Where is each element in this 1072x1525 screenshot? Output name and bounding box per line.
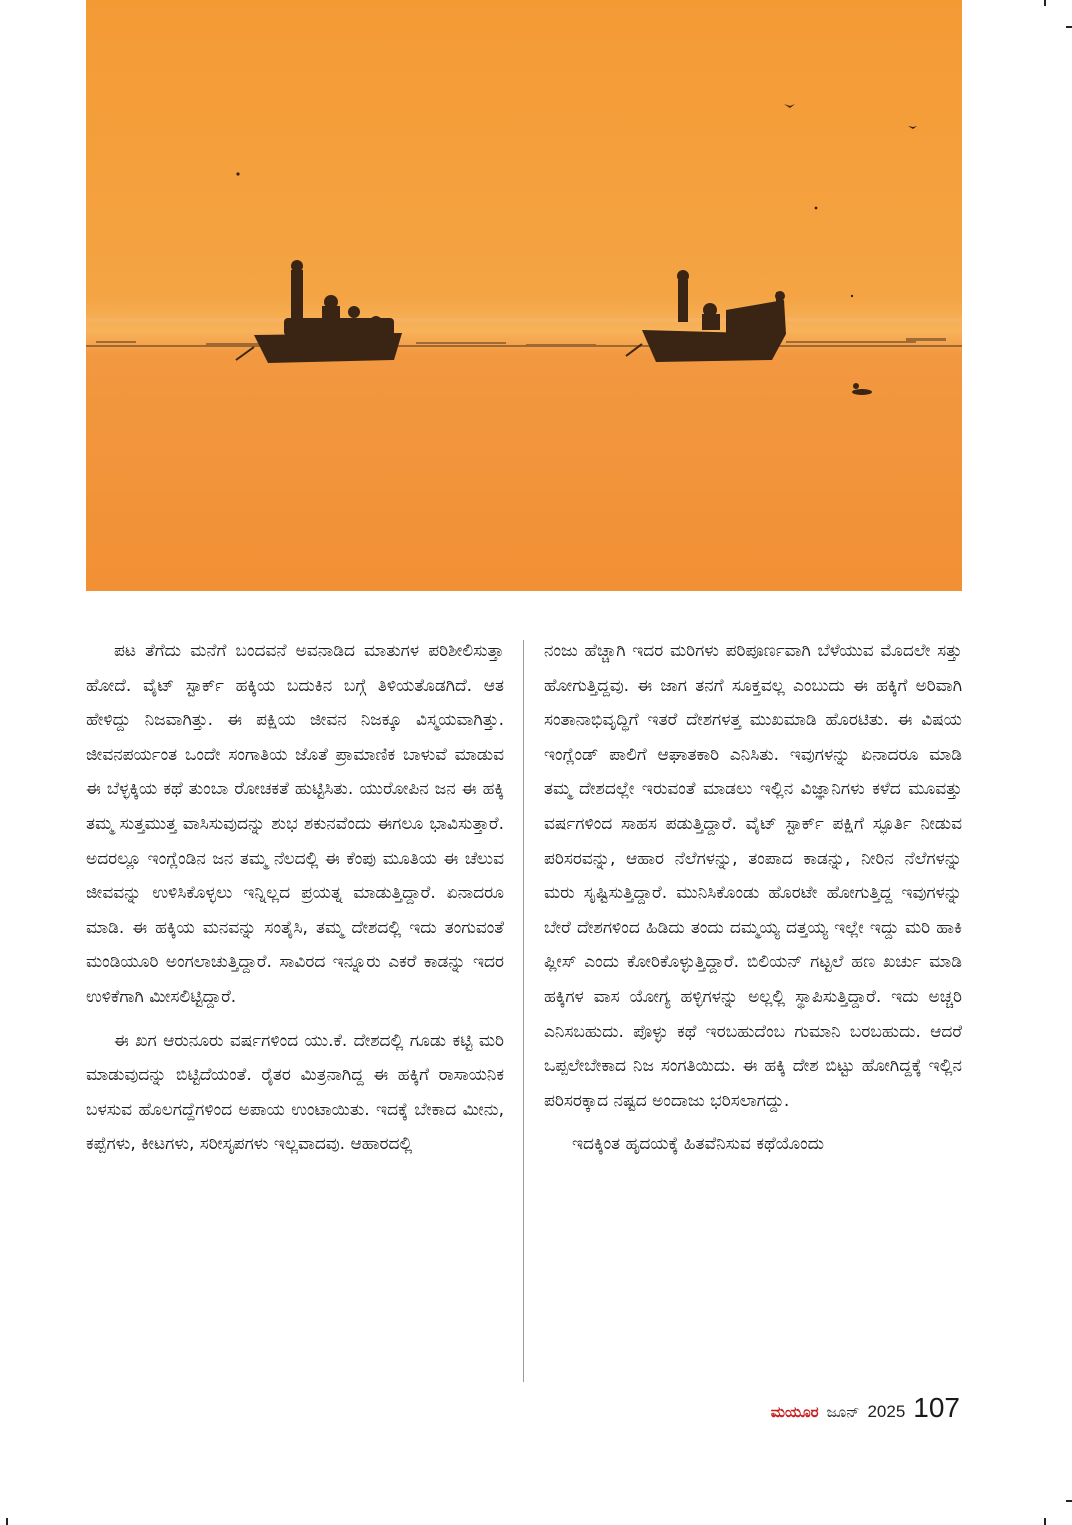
crop-mark (1044, 0, 1046, 6)
column-divider (523, 640, 524, 1382)
crop-mark (1066, 1500, 1072, 1502)
article-column-left (86, 634, 504, 1162)
sunset-boats-photo (86, 0, 962, 591)
article-column-right (544, 634, 962, 1162)
page-number: 107 (913, 1392, 960, 1423)
crop-mark (1066, 26, 1072, 28)
magazine-brand: ಮಯೂರ (770, 1403, 819, 1421)
article-paragraph: ಇದಕ್ಕಿಂತ ಹೃದಯಕ್ಕೆ ಹಿತವೆನಿಸುವ ಕಥೆಯೊಂದು (572, 1134, 825, 1155)
page-footer (771, 1392, 960, 1432)
article-paragraph: ಪಟ ತೆಗೆದು ಮನೆಗೆ ಬಂದವನೆ ಅವನಾಡಿದ ಮಾತುಗಳ ಪರಿಶೀಲಿಸುತ್ತಾ ಹೋದೆ. ವೈಟ್ ಸ್ಟಾರ್ಕ್ ಹಕ್ಕಿಯ ಬದುಕಿನ ಬಗ್ಗೆ ತಿಳಿಯತೊಡಗಿದೆ. ಆತ ಹೇಳಿದ್ದು ನಿಜವಾಗಿತ್ತು. ಈ ಪಕ್ಷಿಯ ಜೀವನ ನಿಜಕ್ಕೂ ವಿಸ್ಮಯವಾಗಿತ್ತು. ಜೀವನಪರ್ಯಂತ ಒಂದೇ ಸಂಗಾತಿಯ ಜೊತೆ ಪ್ರಾಮಾಣಿಕ ಬಾಳುವೆ ಮಾಡುವ ಈ ಬೆಳ್ಳಕ್ಕಿಯ ಕಥೆ ತುಂಬಾ ರೋಚಕತೆ ಹುಟ್ಟಿಸಿತು. ಯುರೋಪಿನ ಜನ ಈ ಹಕ್ಕಿ ತಮ್ಮ ಸುತ್ತಮುತ್ತ ವಾಸಿಸುವುದನ್ನು ಶುಭ ಶಕುನವೆಂದು ಈಗಲೂ ಭಾವಿಸುತ್ತಾರೆ. ಅದರಲ್ಲೂ ಇಂಗ್ಲೆಂಡಿನ ಜನ ತಮ್ಮ ನೆಲದಲ್ಲಿ ಈ ಕೆಂಪು ಮೂತಿಯ ಈ ಚೆಲುವ ಜೀವವನ್ನು ಉಳಿಸಿಕೊಳ್ಳಲು ಇನ್ನಿಲ್ಲದ ಪ್ರಯತ್ನ ಮಾಡುತ್ತಿದ್ದಾರೆ. ಏನಾದರೂ ಮಾಡಿ. ಈ ಹಕ್ಕಿಯ ಮನವನ್ನು ಸಂತೈಸಿ, ತಮ್ಮ ದೇಶದಲ್ಲಿ ಇದು ತಂಗುವಂತೆ ಮಂಡಿಯೂರಿ ಅಂಗಲಾಚುತ್ತಿದ್ದಾರೆ. ಸಾವಿರದ ಇನ್ನೂರು ಎಕರೆ ಕಾಡನ್ನು ಇದರ ಉಳಿಕೆಗಾಗಿ ಮೀಸಲಿಟ್ಟಿದ್ದಾರೆ. (86, 641, 504, 1007)
issue-year: 2025 (867, 1402, 906, 1421)
article-paragraph: ಈ ಖಗ ಆರುನೂರು ವರ್ಷಗಳಿಂದ ಯು.ಕೆ. ದೇಶದಲ್ಲಿ ಗೂಡು ಕಟ್ಟಿ ಮರಿ ಮಾಡುವುದನ್ನು ಬಿಟ್ಟಿದೆಯಂತೆ. ರೈತರ ಮಿತ್ರನಾಗಿದ್ದ ಈ ಹಕ್ಕಿಗೆ ರಾಸಾಯನಿಕ ಬಳಸುವ ಹೊಲಗದ್ದೆಗಳಿಂದ ಅಪಾಯ ಉಂಟಾಯಿತು. ಇದಕ್ಕೆ ಬೇಕಾದ ಮೀನು, ಕಪ್ಪೆಗಳು, ಕೀಟಗಳು, ಸರೀಸೃಪಗಳು ಇಲ್ಲವಾದವು. ಆಹಾರದಲ್ಲಿ (86, 1030, 504, 1155)
article-paragraph: ನಂಜು ಹೆಚ್ಚಾಗಿ ಇದರ ಮರಿಗಳು ಪರಿಪೂರ್ಣವಾಗಿ ಬೆಳೆಯುವ ಮೊದಲೇ ಸತ್ತು ಹೋಗುತ್ತಿದ್ದವು. ಈ ಜಾಗ ತನಗೆ ಸೂಕ್ತವಲ್ಲ ಎಂಬುದು ಈ ಹಕ್ಕಿಗೆ ಅರಿವಾಗಿ ಸಂತಾನಾಭಿವೃದ್ಧಿಗೆ ಇತರೆ ದೇಶಗಳತ್ತ ಮುಖಮಾಡಿ ಹೊರಟಿತು. ಈ ವಿಷಯ ಇಂಗ್ಲೆಂಡ್ ಪಾಲಿಗೆ ಆಘಾತಕಾರಿ ಎನಿಸಿತು. ಇವುಗಳನ್ನು ಏನಾದರೂ ಮಾಡಿ ತಮ್ಮ ದೇಶದಲ್ಲೇ ಇರುವಂತೆ ಮಾಡಲು ಇಲ್ಲಿನ ವಿಜ್ಞಾನಿಗಳು ಕಳೆದ ಮೂವತ್ತು ವರ್ಷಗಳಿಂದ ಸಾಹಸ ಪಡುತ್ತಿದ್ದಾರೆ. ವೈಟ್ ಸ್ಟಾರ್ಕ್ ಪಕ್ಷಿಗೆ ಸ್ಫೂರ್ತಿ ನೀಡುವ ಪರಿಸರವನ್ನು, ಆಹಾರ ನೆಲೆಗಳನ್ನು, ತಂಪಾದ ಕಾಡನ್ನು, ನೀರಿನ ನೆಲೆಗಳನ್ನು ಮರು ಸೃಷ್ಟಿಸುತ್ತಿದ್ದಾರೆ. ಮುನಿಸಿಕೊಂಡು ಹೊರಟೇ ಹೋಗುತ್ತಿದ್ದ ಇವುಗಳನ್ನು ಬೇರೆ ದೇಶಗಳಿಂದ ಹಿಡಿದು ತಂದು ದಮ್ಮಯ್ಯ ದತ್ತಯ್ಯ ಇಲ್ಲೇ ಇದ್ದು ಮರಿ ಹಾಕಿ ಪ್ಲೀಸ್ ಎಂದು ಕೋರಿಕೊಳ್ಳುತ್ತಿದ್ದಾರೆ. ಬಿಲಿಯನ್ ಗಟ್ಟಲೆ ಹಣ ಖರ್ಚು ಮಾಡಿ ಹಕ್ಕಿಗಳ ವಾಸ ಯೋಗ್ಯ ಹಳ್ಳಿಗಳನ್ನು ಅಲ್ಲಲ್ಲಿ ಸ್ಥಾಪಿಸುತ್ತಿದ್ದಾರೆ. ಇದು ಅಚ್ಚರಿ ಎನಿಸಬಹುದು. ಪೊಳ್ಳು ಕಥೆ ಇರಬಹುದೆಂಬ ಗುಮಾನಿ ಬರಬಹುದು. ಆದರೆ ಒಪ್ಪಲೇಬೇಕಾದ ನಿಜ ಸಂಗತಿಯಿದು. ಈ ಹಕ್ಕಿ ದೇಶ ಬಿಟ್ಟು ಹೋಗಿದ್ದಕ್ಕೆ ಇಲ್ಲಿನ ಪರಿಸರಕ್ಕಾದ ನಷ್ಟದ ಅಂದಾಜು ಭರಿಸಲಾಗದ್ದು. (544, 641, 962, 1111)
issue-month: ಜೂನ್ (826, 1403, 860, 1421)
crop-mark (6, 1518, 8, 1525)
crop-mark (1044, 1518, 1046, 1525)
